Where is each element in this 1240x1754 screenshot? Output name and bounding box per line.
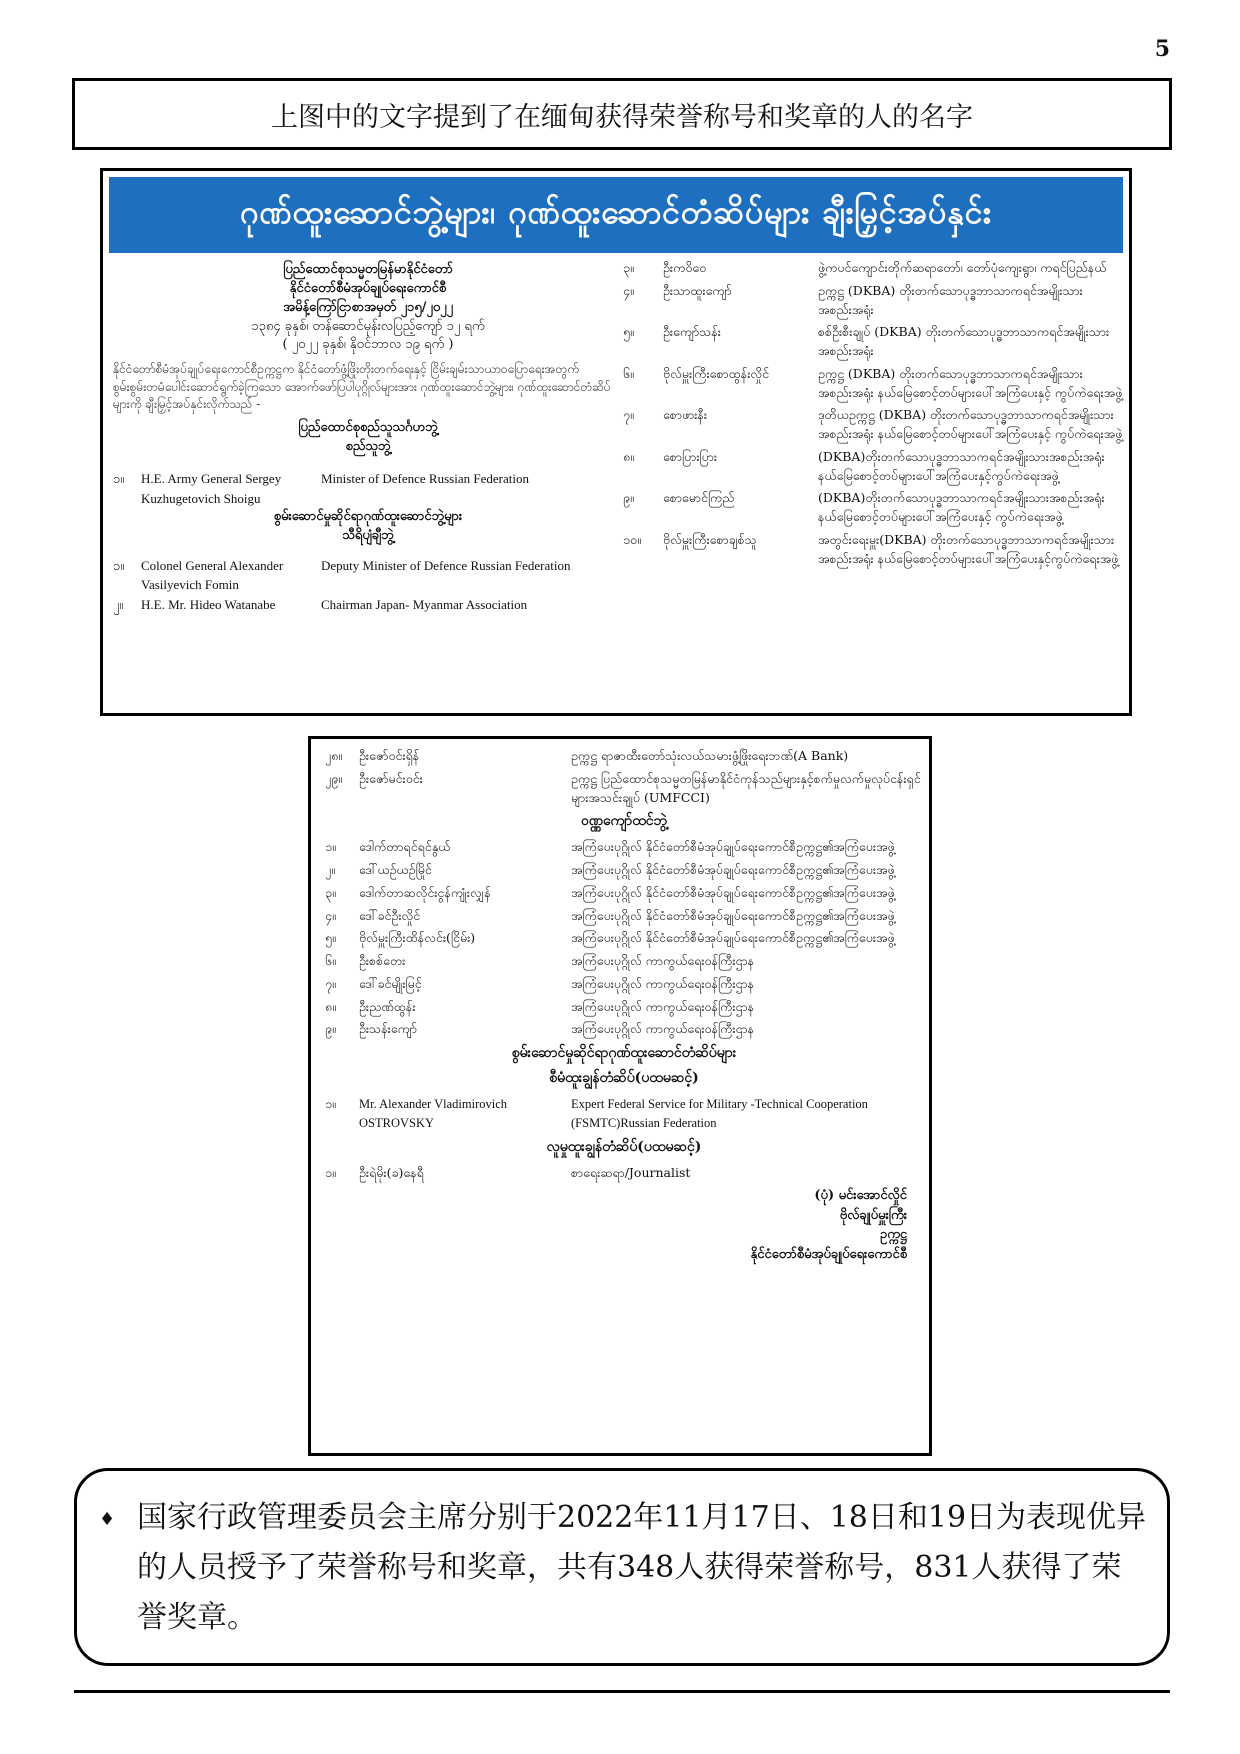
recipient-row bbox=[113, 556, 623, 595]
recipient-role: ဥက္ကဋ္ဌ ရာဇာထီးတော်သုံးလယ်သမားဖွံ့ဖြိုးရေးဘဏ်(A Bank) bbox=[571, 748, 849, 763]
row-number: ၁။ bbox=[325, 1097, 336, 1111]
recipient-role: ဖွဲ့ကပင်ကျောင်းတိုက်ဆရာတော်၊ တော်ပုံကျေးရွာ၊ ကရင်ပြည်နယ် bbox=[818, 260, 1107, 275]
signature-block bbox=[325, 1186, 923, 1264]
award-title: သီရိပျံချီဘွဲ့ bbox=[342, 527, 394, 543]
recipient-name: စောမောင်ကြည် bbox=[663, 490, 735, 506]
row-number: ၄။ bbox=[623, 282, 634, 298]
award-section-title: ဝဏ္ဏကျော်ထင်ဘွဲ့ bbox=[580, 813, 668, 830]
recipient-row bbox=[325, 998, 923, 1017]
recipient-role: Deputy Minister of Defence Russian Federation bbox=[321, 557, 571, 573]
recipient-name: ဦးသန်းကျော် bbox=[359, 1021, 417, 1037]
recipient-row bbox=[623, 323, 1123, 361]
image-caption: 上图中的文字提到了在缅甸获得荣誉称号和奖章的人的名字 bbox=[72, 78, 1172, 150]
row-number: ၂၈။ bbox=[325, 748, 343, 763]
recipient-name: စောဖားနီး bbox=[663, 407, 708, 423]
recipient-name: H.E. Army General Sergey Kuzhugetovich Shoigu bbox=[141, 471, 282, 506]
recipient-name: ဦးဇော်ဝင်းရှိန် bbox=[359, 748, 420, 763]
row-number: ၂၉။ bbox=[325, 770, 342, 786]
recipient-row bbox=[623, 489, 1123, 527]
row-number: ၁။ bbox=[325, 839, 336, 855]
recipient-name: ဒေါ်ခင်မျိုးမြင့် bbox=[359, 975, 422, 991]
recipient-row bbox=[325, 975, 923, 994]
recipient-row bbox=[623, 282, 1123, 320]
recipient-role: အကြံပေးပုဂ္ဂိုလ် ကာကွယ်ရေးဝန်ကြီးဌာန bbox=[571, 1021, 755, 1037]
recipient-row bbox=[623, 448, 1123, 486]
diamond-bullet-icon: ♦ bbox=[99, 1509, 116, 1530]
announcement-paragraph: နိုင်ငံတော်စီမံအုပ်ချုပ်ရေးကောင်စီဥက္ကဋ္ဌက နိုင်ငံတော်ဖွံ့ဖြိုးတိုးတက်ရေးနှင့် ငြိမ်းချမ်းသာယာဝပြောရေးအတွက် စွမ်းစွမ်းတမံပေါင်းဆောင်ရွက်ခဲ့ကြသော အောက်ဖော်ပြပါပုဂ္ဂိုလ်များအား ဂုဏ်ထူးဆောင်ဘွဲ့များ၊ ဂုဏ်ထူးဆောင်တံဆိပ်များကို ချီးမြှင့်အပ်နှင်းလိုက်သည် - bbox=[113, 362, 611, 411]
signature-line: နိုင်ငံတော်စီမံအုပ်ချုပ်ရေးကောင်စီ bbox=[750, 1246, 907, 1262]
scanned-announcement-2 bbox=[308, 736, 932, 1456]
recipient-role: အကြံပေးပုဂ္ဂိုလ် နိုင်ငံတော်စီမံအုပ်ချုပ်ရေးကောင်စီဥက္ကဋ္ဌ၏အကြံပေးအဖွဲ့ bbox=[571, 884, 895, 900]
signature-line: ဗိုလ်ချုပ်မှူးကြီး bbox=[839, 1207, 907, 1223]
banner-title: ဂုဏ်ထူးဆောင်ဘွဲ့များ၊ ဂုဏ်ထူးဆောင်တံဆိပ်များ ချီးမြှင့်အပ်နှင်း bbox=[109, 177, 1123, 253]
signature-line: ဥက္ကဋ္ဌ bbox=[880, 1227, 907, 1243]
signature-line: (ပုံ) မင်းအောင်လှိုင် bbox=[814, 1188, 907, 1204]
row-number: ၂။ bbox=[113, 596, 124, 612]
recipient-role: (DKBA)တိုးတက်သောပုဒ္ဓဘာသာကရင်အမျိုးသားအစည်းအရုံး နယ်မြေစောင့်တပ်များပေါ်အကြံပေးနှင့် ကွပ်ကဲရေးအဖွဲ့ bbox=[818, 490, 1105, 524]
recipient-name: Colonel General Alexander Vasilyevich Fomin bbox=[141, 557, 284, 593]
award-title: ပြည်ထောင်စုစည်သူသင်္ဂဟဘွဲ့ bbox=[298, 420, 438, 436]
recipient-name: ဗိုလ်မှူးကြီးစောချစ်သူ bbox=[663, 531, 757, 547]
recipient-role: Minister of Defence Russian Federation bbox=[321, 471, 529, 487]
recipient-name: ဗိုလ်မှူးကြီးစောထွန်းလှိုင် bbox=[663, 365, 770, 381]
recipient-name: ဦးကဝိဝေ bbox=[663, 260, 707, 275]
page-number: 5 bbox=[1154, 36, 1170, 62]
recipient-role: အကြံပေးပုဂ္ဂိုလ် နိုင်ငံတော်စီမံအုပ်ချုပ်ရေးကောင်စီဥက္ကဋ္ဌ၏အကြံပေးအဖွဲ့ bbox=[571, 907, 895, 923]
award-section-title: လူမှုထူးချွန်တံဆိပ်(ပထမဆင့်) bbox=[546, 1138, 702, 1155]
row-number: ၆။ bbox=[325, 953, 336, 968]
recipient-name: H.E. Mr. Hideo Watanabe bbox=[141, 596, 276, 612]
recipient-row bbox=[325, 861, 923, 880]
recipient-role: အကြံပေးပုဂ္ဂိုလ် ကာကွယ်ရေးဝန်ကြီးဌာန bbox=[571, 998, 755, 1014]
row-number: ၈။ bbox=[623, 448, 634, 464]
recipient-role: အကြံပေးပုဂ္ဂိုလ် နိုင်ငံတော်စီမံအုပ်ချုပ်ရေးကောင်စီဥက္ကဋ္ဌ၏အကြံပေးအဖွဲ့ bbox=[571, 930, 895, 946]
row-number: ၆။ bbox=[623, 365, 634, 381]
row-number: ၇။ bbox=[325, 975, 336, 991]
recipient-row bbox=[325, 952, 923, 971]
recipient-row bbox=[623, 365, 1123, 403]
recipient-row bbox=[325, 929, 923, 948]
recipient-name: ဒေါ်ယဉ်ယဉ်မြိုင် bbox=[359, 862, 432, 877]
recipient-row bbox=[325, 1095, 923, 1133]
row-number: ၇။ bbox=[623, 407, 634, 423]
recipient-name: ဒေါက်တာဆလိုင်းငွန်ကျုံးလျှန် bbox=[359, 884, 491, 900]
recipient-role: ဥက္ကဋ္ဌ ပြည်ထောင်စုသမ္မတမြန်မာနိုင်ငံကုန်သည်များနှင့်စက်မှုလက်မှုလုပ်ငန်းရှင်များအသင်းချုပ် (UMFCCI) bbox=[571, 770, 921, 805]
recipient-role: ဥက္ကဋ္ဌ (DKBA) တိုးတက်သောပုဒ္ဓဘာသာကရင်အမျိုးသားအစည်းအရုံး နယ်မြေစောင့်တပ်များပေါ်အကြံပေးနှင့် ကွပ်ကဲရေးအဖွဲ့ bbox=[818, 365, 1123, 400]
row-number: ၁။ bbox=[325, 1164, 336, 1180]
row-number: ၅။ bbox=[623, 324, 634, 340]
recipient-role: အကြံပေးပုဂ္ဂိုလ် နိုင်ငံတော်စီမံအုပ်ချုပ်ရေးကောင်စီဥက္ကဋ္ဌ၏အကြံပေးအဖွဲ့ bbox=[571, 839, 895, 855]
recipient-row bbox=[325, 1020, 923, 1039]
recipient-role: အကြံပေးပုဂ္ဂိုလ် ကာကွယ်ရေးဝန်ကြီးဌာန bbox=[571, 953, 755, 968]
recipient-name: ဒေါက်တာရင်ရင်နွယ် bbox=[359, 839, 451, 855]
recipient-name: ဦးကျော်သန်း bbox=[663, 324, 721, 340]
recipient-name: Mr. Alexander Vladimirovich OSTROVSKY bbox=[359, 1097, 508, 1130]
recipient-name: ဒေါ်ခင်ဦးလှိုင် bbox=[359, 907, 421, 923]
recipient-role: အကြံပေးပုဂ္ဂိုလ် ကာကွယ်ရေးဝန်ကြီးဌာန bbox=[571, 975, 755, 991]
recipient-row bbox=[325, 1164, 923, 1183]
row-number: ၃။ bbox=[325, 884, 336, 900]
row-number: ၈။ bbox=[325, 998, 336, 1014]
award-title: စွမ်းဆောင်မှုဆိုင်ရာဂုဏ်ထူးဆောင်ဘွဲ့များ bbox=[273, 509, 463, 525]
recipient-name: ဦးရဲမိုး(ခ)နေရီ bbox=[359, 1164, 424, 1180]
row-number: ၂။ bbox=[325, 862, 335, 877]
recipient-role: စာရေးဆရာ/Journalist bbox=[571, 1164, 691, 1180]
recipient-name: ဗိုလ်မှူးကြီးထိန်လင်း(ငြိမ်း) bbox=[359, 930, 476, 946]
award-title: စည်သူဘွဲ့ bbox=[345, 439, 391, 455]
recipient-name: ဦးဇော်မင်းဝင်း bbox=[359, 770, 423, 786]
header-line: ပြည်ထောင်စုသမ္မတမြန်မာနိုင်ငံတော် bbox=[283, 262, 453, 277]
recipient-role: စစ်ဦးစီးချုပ် (DKBA) တိုးတက်သောပုဒ္ဓဘာသာကရင်အမျိုးသားအစည်းအရုံး bbox=[818, 324, 1110, 358]
recipient-row bbox=[113, 469, 623, 508]
recipient-row bbox=[325, 907, 923, 926]
recipient-role: (DKBA)တိုးတက်သောပုဒ္ဓဘာသာကရင်အမျိုးသားအစည်းအရုံး နယ်မြေစောင့်တပ်များပေါ်အကြံပေးနှင့်ကွပ်ကဲရေးအဖွဲ့ bbox=[818, 448, 1105, 483]
header-line: နိုင်ငံတော်စီမံအုပ်ချုပ်ရေးကောင်စီ bbox=[289, 280, 447, 296]
recipient-role: Expert Federal Service for Military -Technical Cooperation (FSMTC)Russian Federation bbox=[571, 1097, 868, 1130]
recipient-row bbox=[325, 747, 923, 766]
header-line: ( ၂၀၂၂ ခုနှစ်၊ နိုဝင်ဘာလ ၁၉ ရက် ) bbox=[282, 337, 454, 353]
recipient-row bbox=[113, 595, 623, 615]
row-number: ၁။ bbox=[113, 557, 125, 573]
recipient-name: ဦးစစ်တေး bbox=[359, 953, 406, 968]
award-section-subtitle: စီမံထူးချွန်တံဆိပ်(ပထမဆင့်) bbox=[549, 1070, 699, 1086]
recipient-role: ဒုတိယဥက္ကဋ္ဌ (DKBA) တိုးတက်သောပုဒ္ဓဘာသာကရင်အမျိုးသားအစည်းအရုံး နယ်မြေစောင့်တပ်များပေါ်အကြံပေးနှင့် ကွပ်ကဲရေးအဖွဲ့ bbox=[818, 407, 1123, 441]
recipient-role: Chairman Japan- Myanmar Association bbox=[321, 596, 528, 612]
row-number: ၄။ bbox=[325, 907, 336, 923]
recipient-role: အတွင်းရေးမှူး(DKBA) တိုးတက်သောပုဒ္ဓဘာသာကရင်အမျိုးသားအစည်းအရုံး နယ်မြေစောင့်တပ်များပေါ်အကြံပေးနှင့်ကွပ်ကဲရေးအဖွဲ့ bbox=[818, 531, 1119, 566]
row-number: ၉။ bbox=[325, 1021, 336, 1037]
recipient-row bbox=[325, 770, 923, 808]
recipient-name: ဦးသာထူးကျော် bbox=[663, 282, 732, 298]
row-number: ၃။ bbox=[623, 260, 634, 275]
header-line: အမိန့်ကြော်ငြာစာအမှတ် ၂၁၅/၂၀၂၂ bbox=[283, 299, 453, 315]
recipient-row bbox=[623, 259, 1123, 278]
recipient-row bbox=[623, 531, 1123, 569]
summary-note-box bbox=[74, 1468, 1170, 1666]
row-number: ၉။ bbox=[623, 490, 634, 506]
recipient-role: ဥက္ကဋ္ဌ (DKBA) တိုးတက်သောပုဒ္ဓဘာသာကရင်အမျိုးသားအစည်းအရုံး bbox=[818, 282, 1083, 317]
recipient-role: အကြံပေးပုဂ္ဂိုလ် နိုင်ငံတော်စီမံအုပ်ချုပ်ရေးကောင်စီဥက္ကဋ္ဌ၏အကြံပေးအဖွဲ့ bbox=[571, 862, 895, 877]
recipient-row bbox=[325, 838, 923, 857]
recipient-row bbox=[623, 406, 1123, 444]
award-section-title: စွမ်းဆောင်မှုဆိုင်ရာဂုဏ်ထူးဆောင်တံဆိပ်များ bbox=[511, 1045, 737, 1061]
recipient-name: စောပြားပြား bbox=[663, 448, 718, 464]
recipient-row bbox=[325, 884, 923, 903]
header-line: ၁၃၈၄ ခုနှစ်၊ တန်ဆောင်မုန်းလပြည့်ကျော် ၁၂ ရက် bbox=[251, 318, 485, 334]
footer-rule bbox=[74, 1690, 1170, 1693]
row-number: ၁၀။ bbox=[623, 531, 641, 547]
summary-note-text: 国家行政管理委员会主席分别于2022年11月17日、18日和19日为表现优异的人员授予了荣誉称号和奖章，共有348人获得荣誉称号，831人获得了荣誉奖章。 bbox=[137, 1500, 1147, 1635]
row-number: ၅။ bbox=[325, 930, 336, 946]
announcement-left-column bbox=[113, 261, 623, 614]
recipient-name: ဦးညဏ်ထွန်း bbox=[359, 998, 416, 1014]
announcement-right-column bbox=[623, 259, 1123, 572]
row-number: ၁။ bbox=[113, 471, 125, 487]
scanned-announcement-1 bbox=[100, 168, 1132, 716]
